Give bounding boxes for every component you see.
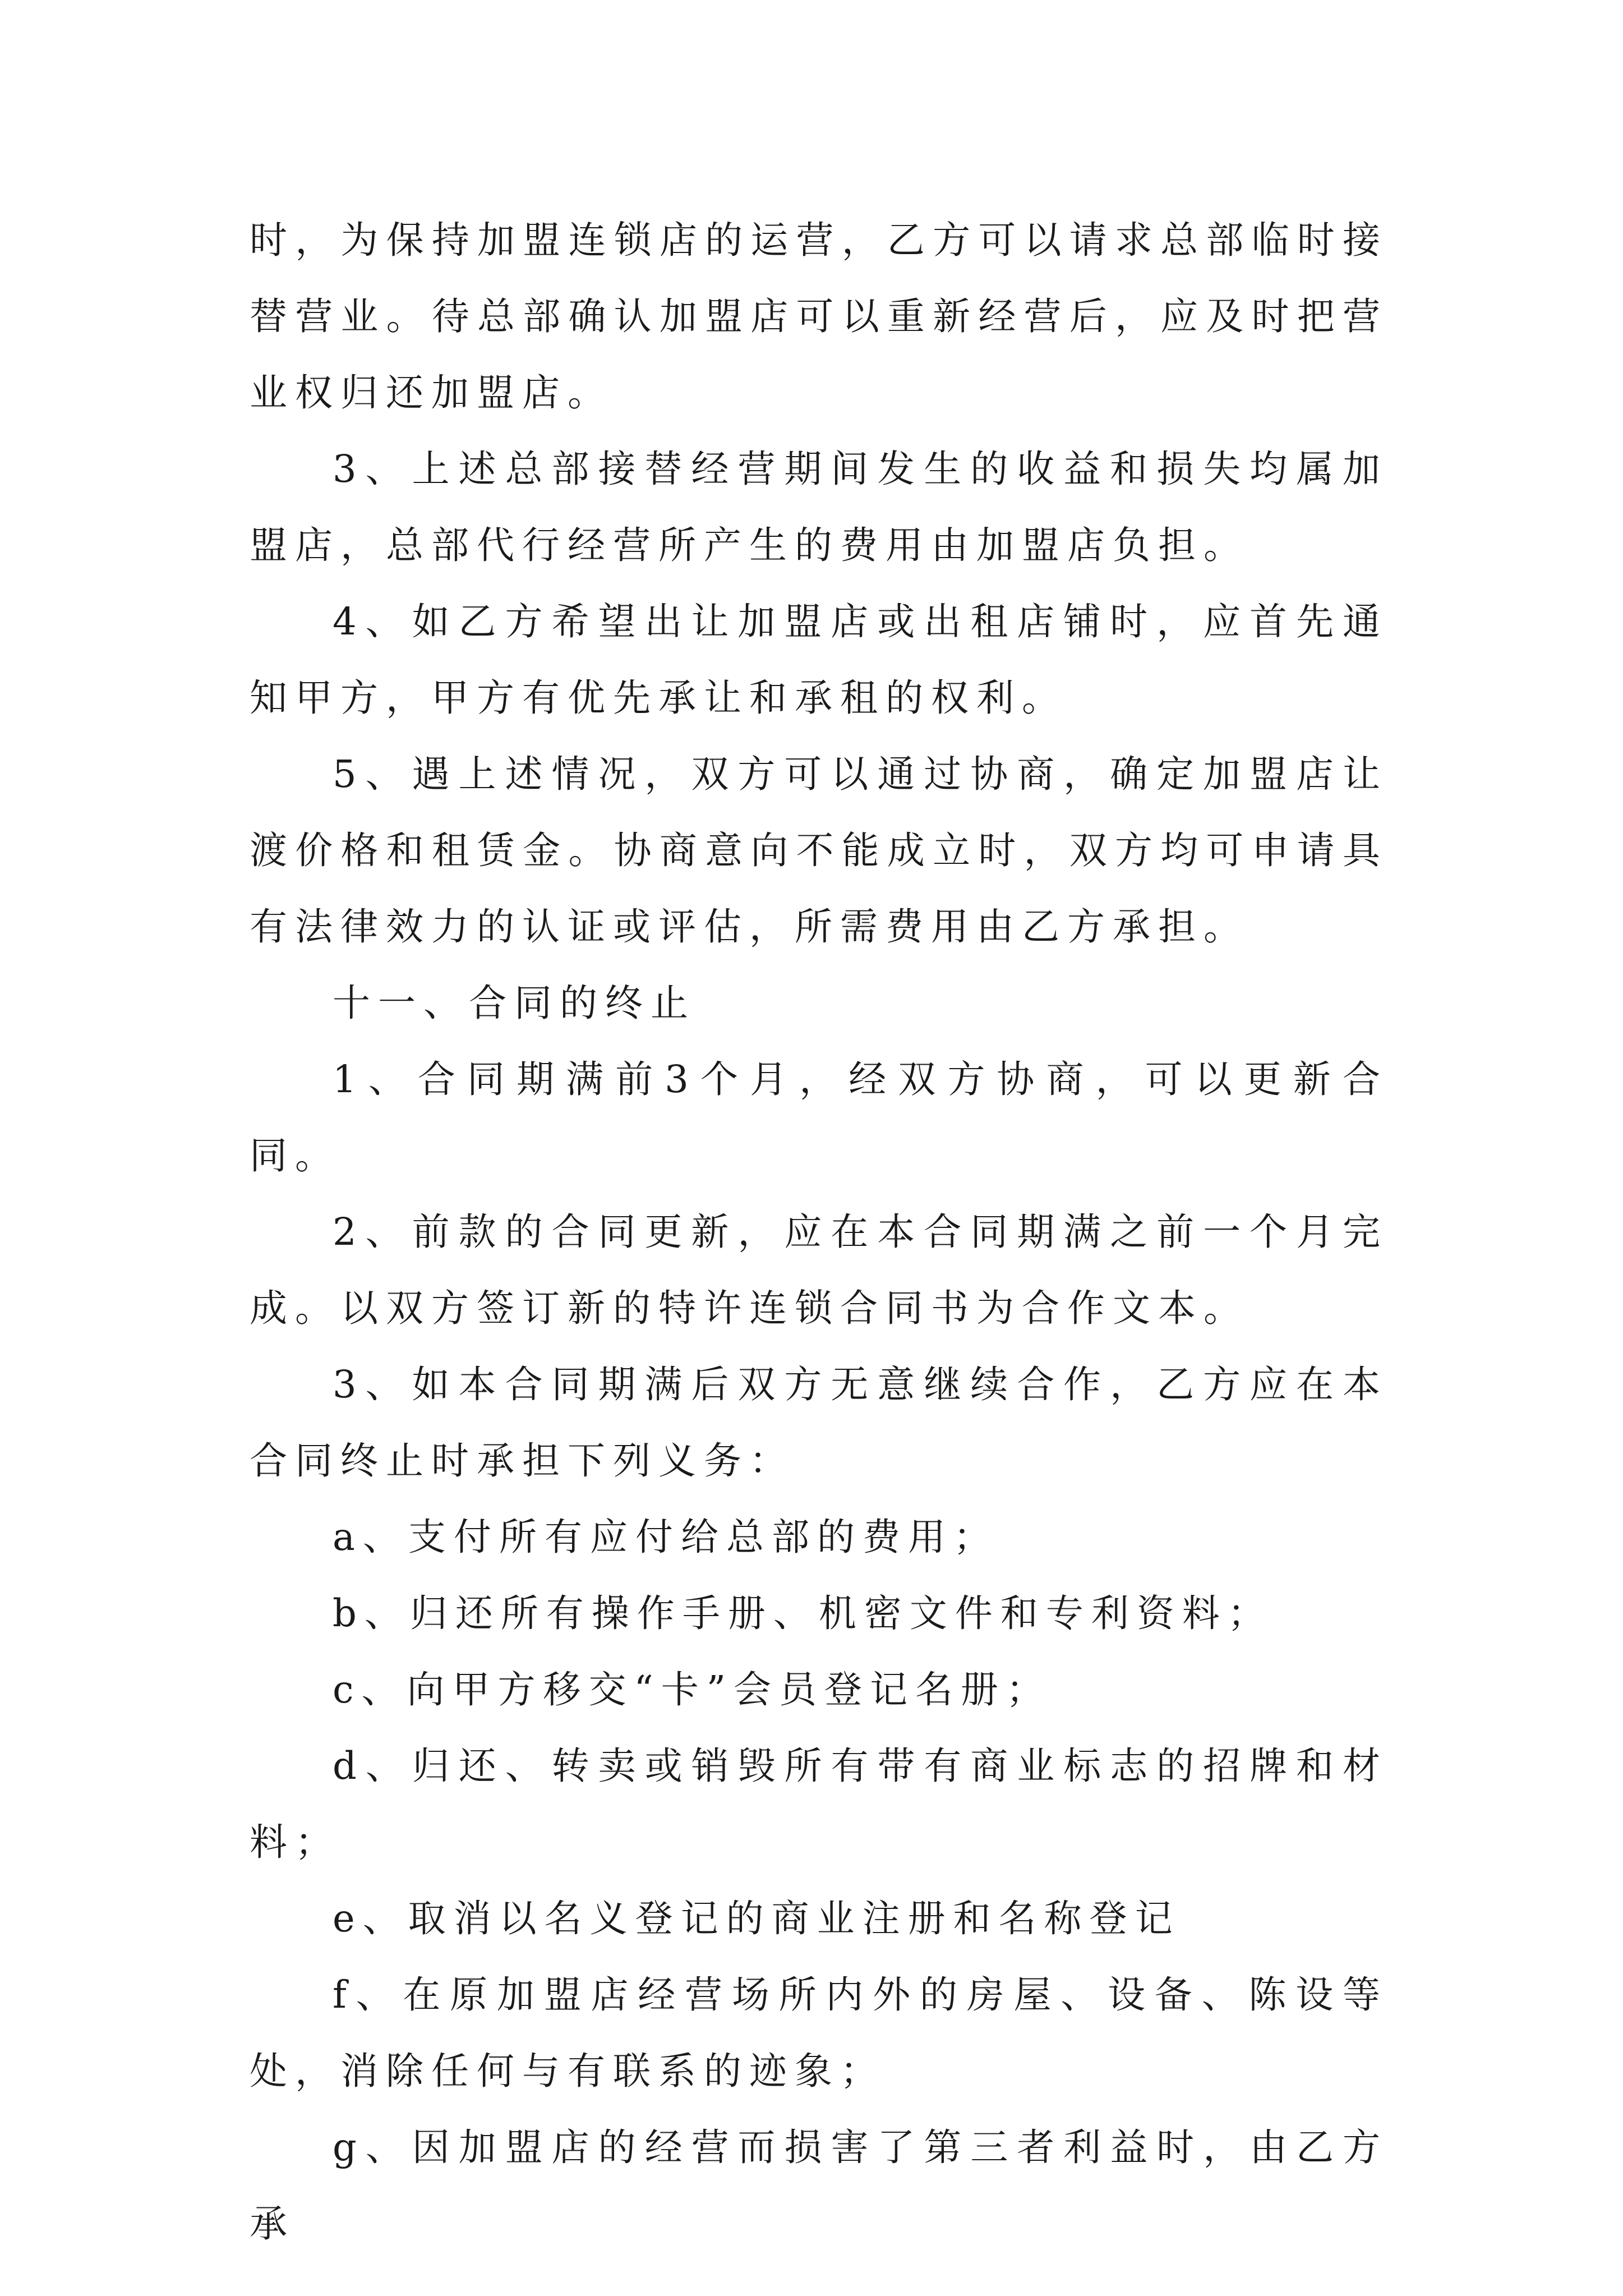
list-item-c: c、向甲方移交“卡”会员登记名册； [333, 1668, 1052, 1711]
list-item-g: g、因加盟店的经营而损害了第三者利益时，由乙方承 [250, 2125, 1388, 2246]
list-item-f: f、在原加盟店经营场所内外的房屋、设备、陈设等处，消除任何与有联系的迹象； [250, 1973, 1388, 2093]
paragraph-continuation: 时，为保持加盟连锁店的运营，乙方可以请求总部临时接替营业。待总部确认加盟店可以重新经营后，应及时把营业权归还加盟店。 [250, 218, 1388, 415]
paragraph-clause-3: 3、上述总部接替经营期间发生的收益和损失均属加盟店，总部代行经营所产生的费用由加盟店负担。 [250, 447, 1388, 567]
section-heading-termination: 十一、合同的终止 [333, 981, 696, 1025]
paragraph-termination-3: 3、如本合同期满后双方无意继续合作，乙方应在本合同终止时承担下列义务： [250, 1363, 1388, 1483]
document-body [250, 202, 1388, 2262]
list-item-a: a、支付所有应付给总部的费用； [333, 1515, 999, 1559]
list-item-d: d、归还、转卖或销毁所有带有商业标志的招牌和材料； [250, 1744, 1388, 1864]
paragraph-clause-4: 4、如乙方希望出让加盟店或出租店铺时，应首先通知甲方，甲方有优先承让和承租的权利。 [250, 600, 1388, 720]
paragraph-termination-2: 2、前款的合同更新，应在本合同期满之前一个月完成。以双方签订新的特许连锁合同书为合作文本。 [250, 1210, 1388, 1330]
list-item-e: e、取消以名义登记的商业注册和名称登记 [333, 1897, 1181, 1940]
paragraph-termination-1: 1、合同期满前3个月，经双方协商，可以更新合同。 [250, 1057, 1388, 1177]
paragraph-clause-5: 5、遇上述情况，双方可以通过协商，确定加盟店让渡价格和租赁金。协商意向不能成立时，双方均可申请具有法律效力的认证或评估，所需费用由乙方承担。 [250, 752, 1388, 949]
list-item-b: b、归还所有操作手册、机密文件和专利资料； [333, 1591, 1273, 1635]
